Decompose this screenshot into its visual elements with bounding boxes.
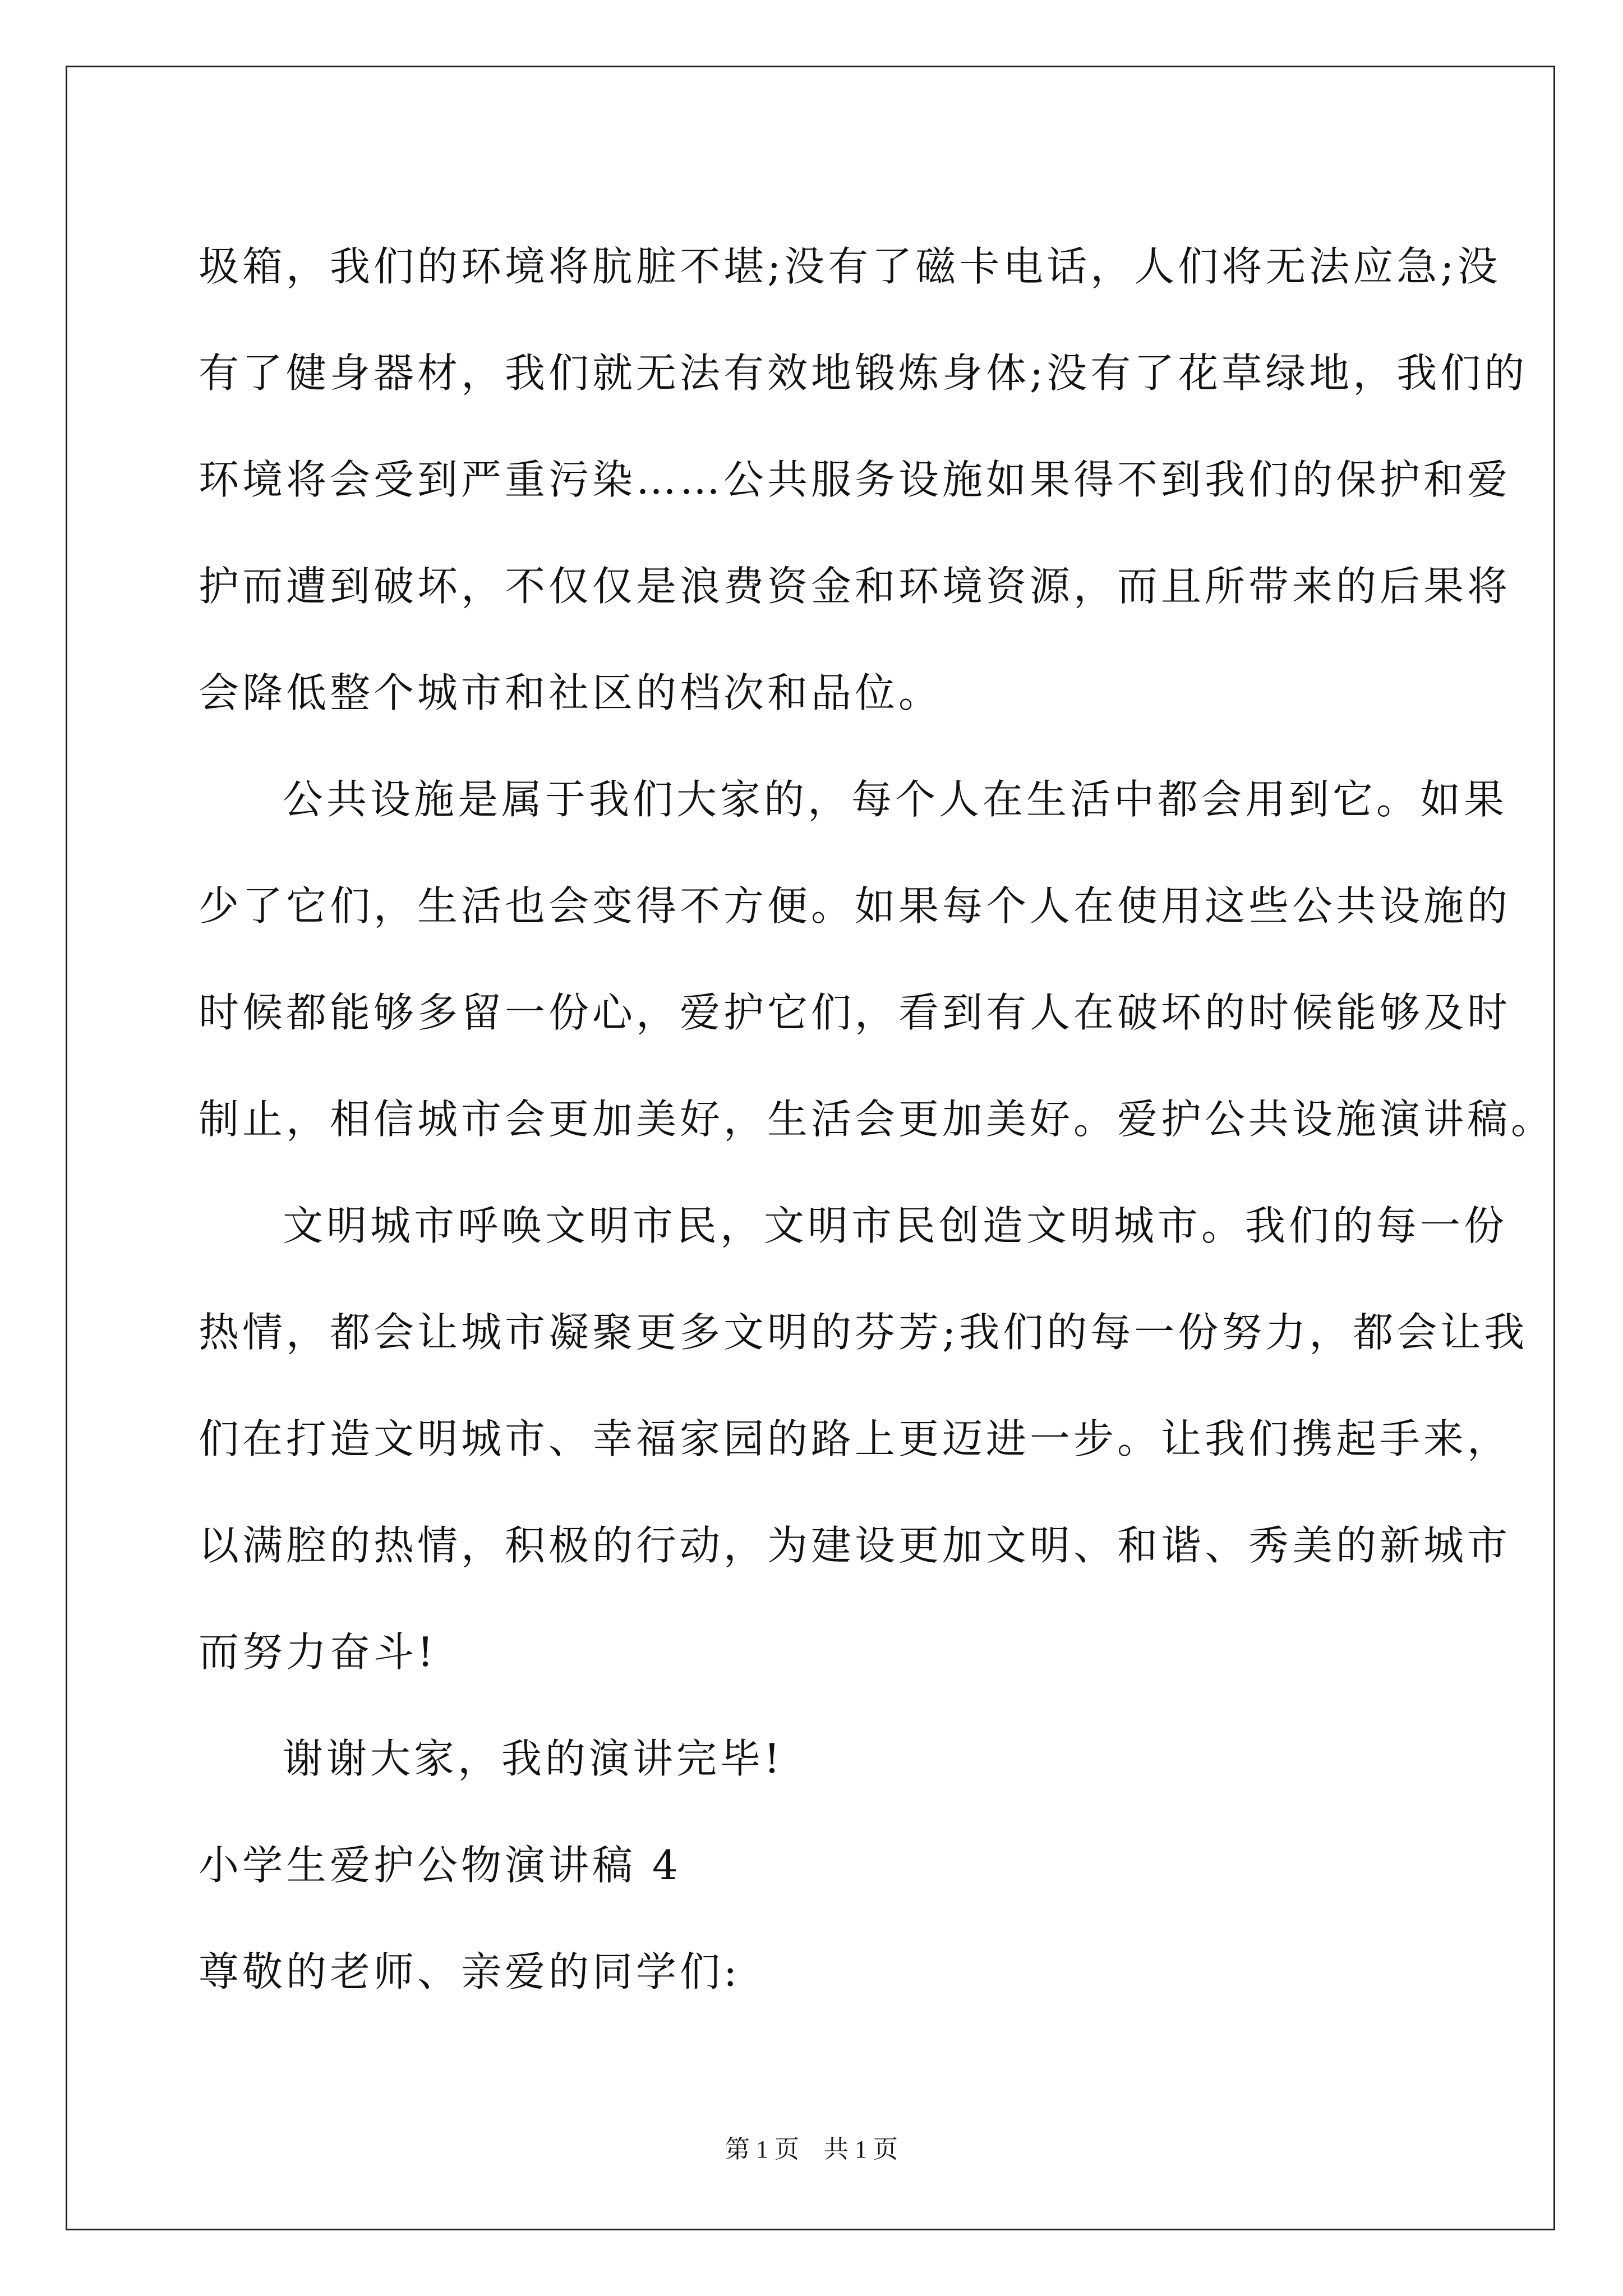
text-line-7: 少了它们，生活也会变得不方便。如果每个人在使用这些公共设施的 — [199, 882, 1511, 930]
text-line-10: 文明城市呼唤文明市民，文明市民创造文明城市。我们的每一份 — [283, 1202, 1508, 1249]
text-line-12: 们在打造文明城市、幸福家园的路上更迈进一步。让我们携起手来， — [199, 1415, 1511, 1462]
salutation-line: 尊敬的老师、亲爱的同学们: — [199, 1948, 741, 1995]
text-line-3: 环境将会受到严重污染……公共服务设施如果得不到我们的保护和爱 — [199, 456, 1511, 503]
page-footer: 第 1 页 共 1 页 — [725, 2136, 898, 2163]
text-line-13: 以满腔的热情，积极的行动，为建设更加文明、和谐、秀美的新城市 — [199, 1522, 1511, 1569]
closing-line: 谢谢大家，我的演讲完毕! — [283, 1735, 783, 1782]
text-line-9: 制止，相信城市会更加美好，生活会更加美好。爱护公共设施演讲稿。 — [199, 1096, 1555, 1143]
text-line-5: 会降低整个城市和社区的档次和品位。 — [199, 669, 943, 716]
text-line-6: 公共设施是属于我们大家的，每个人在生活中都会用到它。如果 — [283, 776, 1508, 823]
section-heading: 小学生爱护公物演讲稿 4 — [199, 1842, 681, 1889]
text-line-14: 而努力奋斗! — [199, 1628, 437, 1676]
text-line-2: 有了健身器材，我们就无法有效地锻炼身体;没有了花草绿地，我们的 — [199, 349, 1528, 397]
text-line-11: 热情，都会让城市凝聚更多文明的芬芳;我们的每一份努力，都会让我 — [199, 1309, 1528, 1356]
text-line-4: 护而遭到破坏，不仅仅是浪费资金和环境资源，而且所带来的后果将 — [199, 563, 1511, 610]
text-line-8: 时候都能够多留一份心，爱护它们，看到有人在破坏的时候能够及时 — [199, 989, 1511, 1036]
document-body — [199, 213, 1555, 2025]
text-line-1: 圾箱，我们的环境将肮脏不堪;没有了磁卡电话，人们将无法应急;没 — [199, 243, 1501, 290]
